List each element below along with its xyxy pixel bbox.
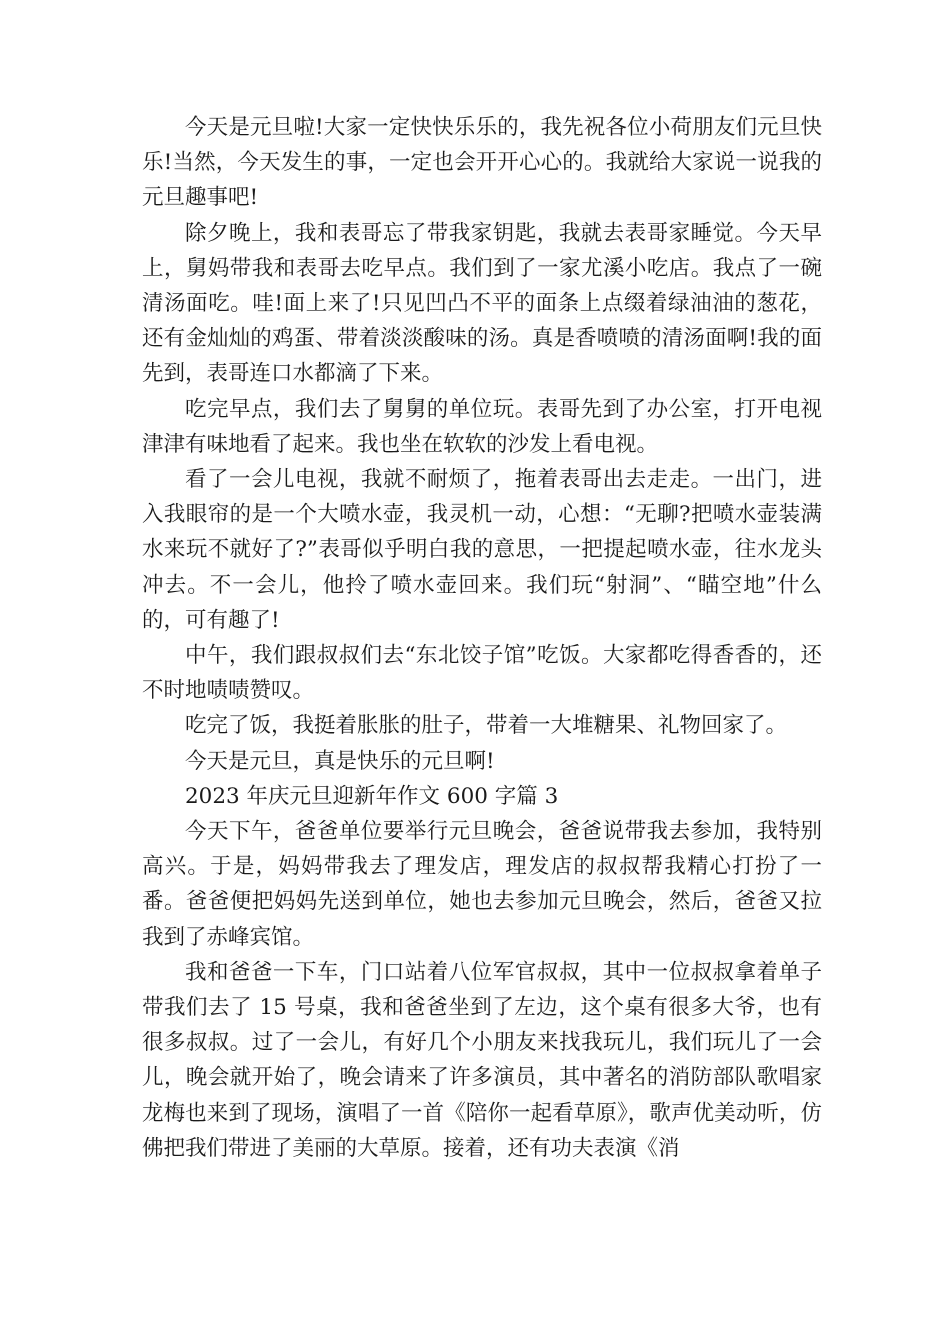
paragraph-3: 吃完早点，我们去了舅舅的单位玩。表哥先到了办公室，打开电视津津有味地看了起来。我也坐在软软的沙发上看电视。 (142, 396, 822, 457)
section-heading: 2023 年庆元旦迎新年作文 600 字篇 3 (185, 783, 559, 809)
paragraph-7: 今天是元旦，真是快乐的元旦啊! (185, 748, 495, 774)
paragraph-2: 除夕晚上，我和表哥忘了带我家钥匙，我就去表哥家睡觉。今天早上，舅妈带我和表哥去吃早点。我们到了一家尤溪小吃店。我点了一碗清汤面吃。哇!面上来了!只见凹凸不平的面条上点缀着绿油油的葱花，还有金灿灿的鸡蛋、带着淡淡酸味的汤。真是香喷喷的清汤面啊!我的面先到，表哥连口水都滴了下来。 (142, 220, 822, 387)
paragraph-4: 看了一会儿电视，我就不耐烦了，拖着表哥出去走走。一出门，进入我眼帘的是一个大喷水壶，我灵机一动，心想：“无聊?把喷水壶装满水来玩不就好了?”表哥似乎明白我的意思，一把提起喷水壶，往水龙头冲去。不一会儿，他拎了喷水壶回来。我们玩“射洞”、“瞄空地”什么的，可有趣了! (142, 467, 822, 633)
paragraph-9: 我和爸爸一下车，门口站着八位军官叔叔，其中一位叔叔拿着单子带我们去了 15 号桌，我和爸爸坐到了左边，这个桌有很多大爷，也有很多叔叔。过了一会儿，有好几个小朋友来找我玩儿，我们玩儿了一会儿，晚会就开始了，晚会请来了许多演员，其中著名的消防部队歌唱家龙梅也来到了现场，演唱了一首《陪你一起看草原》，歌声优美动听，仿佛把我们带进了美丽的大草原。接着，还有功夫表演《消 (142, 959, 822, 1161)
paragraph-1: 今天是元旦啦!大家一定快快乐乐的，我先祝各位小荷朋友们元旦快乐!当然，今天发生的事，一定也会开开心心的。我就给大家说一说我的元旦趣事吧! (142, 115, 822, 211)
paragraph-5: 中午，我们跟叔叔们去“东北饺子馆”吃饭。大家都吃得香香的，还不时地啧啧赞叹。 (142, 643, 822, 704)
paragraph-8: 今天下午，爸爸单位要举行元旦晚会，爸爸说带我去参加，我特别高兴。于是，妈妈带我去了理发店，理发店的叔叔帮我精心打扮了一番。爸爸便把妈妈先送到单位，她也去参加元旦晚会，然后，爸爸又拉我到了赤峰宾馆。 (142, 819, 822, 950)
document-body (142, 110, 822, 1166)
paragraph-6: 吃完了饭，我挺着胀胀的肚子，带着一大堆糖果、礼物回家了。 (185, 713, 788, 739)
